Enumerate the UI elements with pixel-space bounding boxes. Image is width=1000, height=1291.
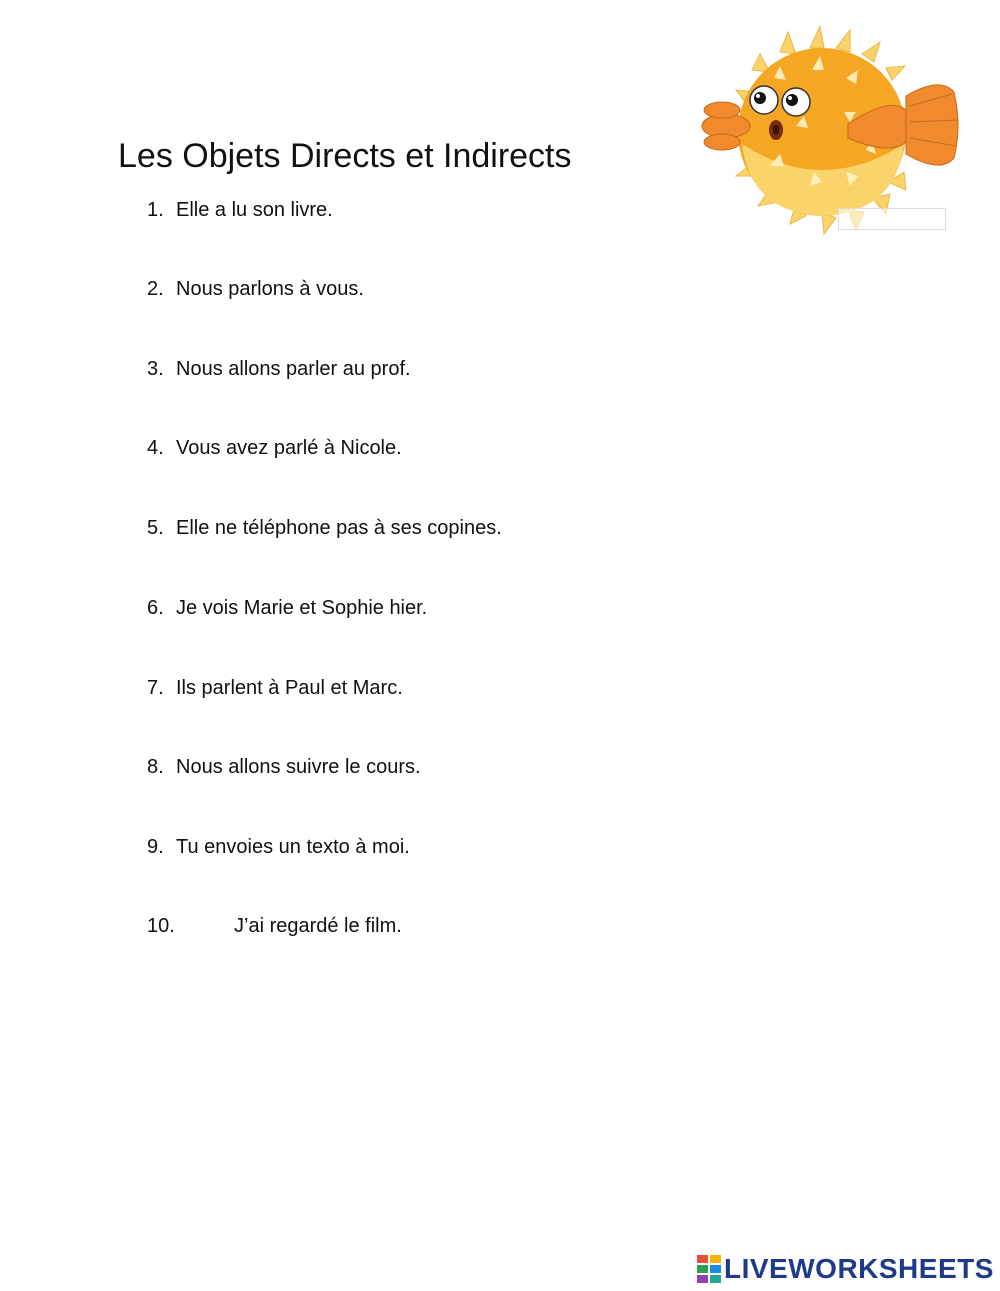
liveworksheets-logo-icon: [697, 1255, 721, 1283]
item-number: 2.: [147, 278, 164, 300]
item-text: Vous avez parlé à Nicole.: [176, 437, 402, 459]
item-number: 1.: [147, 199, 164, 221]
watermark: [838, 208, 946, 230]
item-number: 3.: [147, 358, 164, 380]
list-item: [147, 597, 427, 620]
list-item: [147, 836, 410, 859]
item-number: 9.: [147, 836, 164, 858]
brand-name: LIVEWORKSHEETS: [724, 1253, 994, 1284]
item-text: Nous allons suivre le cours.: [176, 756, 421, 778]
worksheet-title: Les Objets Directs et Indirects: [118, 137, 572, 175]
item-text: Ils parlent à Paul et Marc.: [176, 677, 403, 699]
list-item: [147, 358, 411, 381]
list-item: [147, 915, 402, 938]
list-item: [147, 199, 333, 222]
item-text: Nous allons parler au prof.: [176, 358, 411, 380]
item-number: 4.: [147, 437, 164, 459]
brand-footer[interactable]: [697, 1253, 994, 1285]
item-text: J’ai regardé le film.: [234, 915, 402, 937]
item-text: Nous parlons à vous.: [176, 278, 364, 300]
item-number: 5.: [147, 517, 164, 539]
list-item: [147, 756, 421, 779]
pufferfish-icon: [700, 26, 962, 236]
item-text: Tu envoies un texto à moi.: [176, 836, 410, 858]
list-item: [147, 278, 364, 301]
item-text: Elle a lu son livre.: [176, 199, 333, 221]
item-text: Je vois Marie et Sophie hier.: [176, 597, 428, 619]
item-number: 7.: [147, 677, 164, 699]
item-number: 8.: [147, 756, 164, 778]
item-text: Elle ne téléphone pas à ses copines.: [176, 517, 502, 539]
list-item: [147, 437, 402, 460]
list-item: [147, 677, 403, 700]
item-number: 6.: [147, 597, 164, 619]
item-number: 10.: [147, 915, 175, 937]
list-item: [147, 517, 502, 540]
